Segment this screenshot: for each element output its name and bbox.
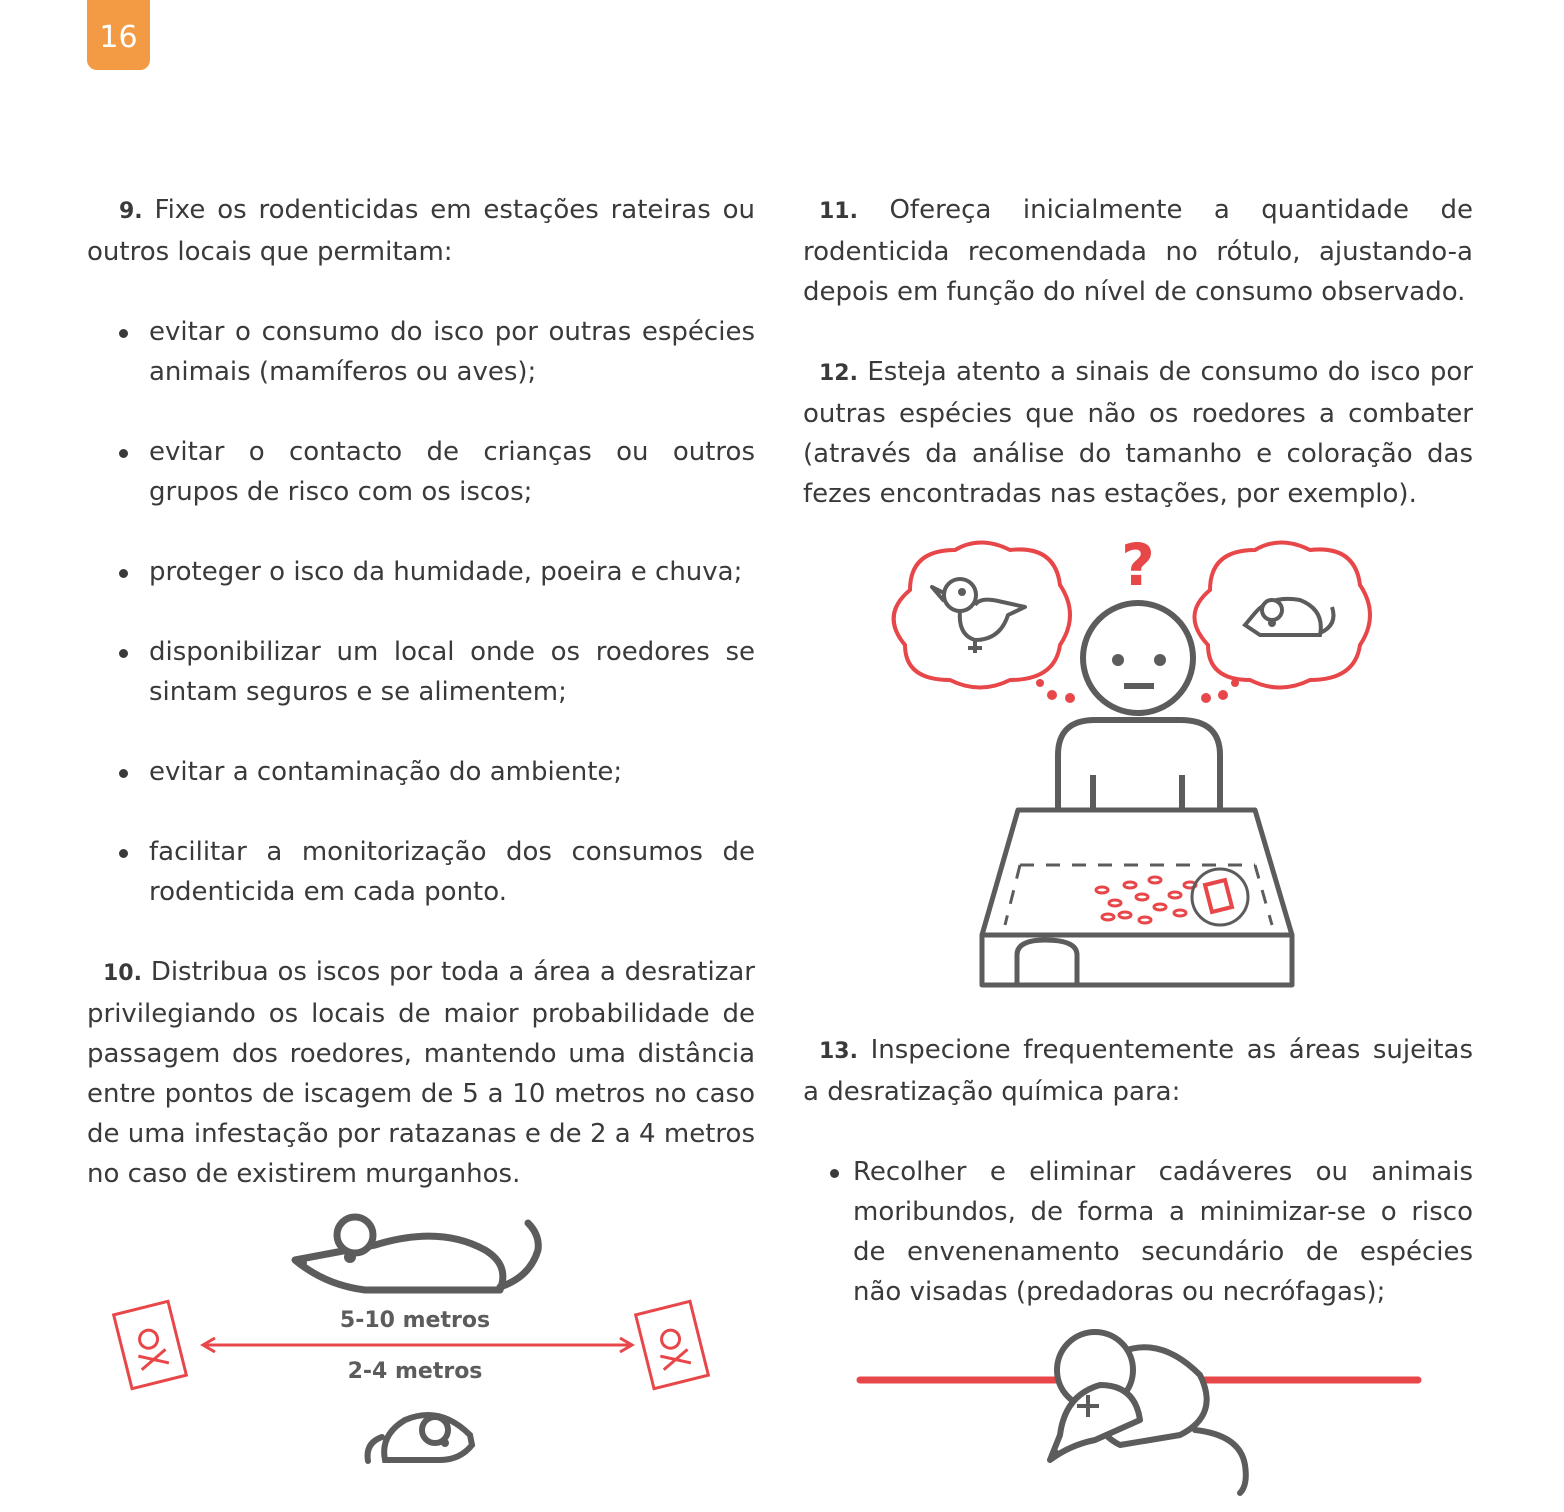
bullet-item: evitar o contacto de crianças ou outros grupos de risco com os iscos; <box>87 432 755 512</box>
thought-cloud-bird <box>894 543 1070 688</box>
bullet-item: facilitar a monitorização dos consumos de rodenticida em cada ponto. <box>87 832 755 912</box>
right-column <box>803 190 1473 514</box>
left-column <box>87 190 755 1194</box>
rat-eye <box>344 1251 356 1263</box>
item-13-text: Inspecione frequentemente as áreas sujeitas a desratização química para: <box>803 1035 1474 1107</box>
bird-icon <box>932 579 1025 653</box>
item-13-bullet-list <box>803 1152 1473 1312</box>
item-10-number: 10. <box>103 961 142 986</box>
cloud-mouse-icon <box>1245 599 1334 635</box>
bullet-item: disponibilizar um local onde os roedores se sintam seguros e se alimentem; <box>87 632 755 712</box>
item-9-text: Fixe os rodenticidas em estações rateiras ou outros locais que permitam: <box>87 195 755 267</box>
right-column-lower <box>803 1030 1473 1312</box>
item-11-text: Ofereça inicialmente a quantidade de rodenticida recomendada no rótulo, ajustando-a depois em função do nível de consumo observado. <box>803 195 1474 307</box>
mouse-icon <box>368 1415 472 1461</box>
bullet-item: proteger o isco da humidade, poeira e chuva; <box>87 552 755 592</box>
item-11-number: 11. <box>819 199 858 224</box>
item-12-number: 12. <box>819 361 858 386</box>
dead-mouse-nose <box>1051 1449 1059 1457</box>
bullet-item: Recolher e eliminar cadáveres ou animais moribundos, de forma a minimizar-se o risco de envenenamento secundário de espécies não visadas (predadoras ou necrófagas); <box>803 1152 1473 1312</box>
cloud-mouse-eye <box>1268 619 1276 627</box>
question-mark: ? <box>1121 535 1155 599</box>
poison-card-right-icon <box>636 1301 709 1388</box>
person-icon <box>1058 603 1220 815</box>
bird-eye <box>958 588 966 596</box>
item-13-number: 13. <box>819 1039 858 1064</box>
rat-distance-label: 5-10 metros <box>339 1308 491 1333</box>
item-10-text: Distribua os iscos por toda a área a desratizar privilegiando os locais de maior probabilidade de passagem dos roedores, mantendo uma distância entre pontos de iscagem de 5 a 10 metros no caso de uma infestação por ratazanas e de 2 a 4 metros no caso de existirem murganhos. <box>87 957 755 1189</box>
page-number: 16 <box>99 19 138 55</box>
item-10 <box>87 952 755 1194</box>
thought-dots <box>1036 679 1239 703</box>
distance-arrow <box>203 1338 632 1352</box>
item-9 <box>87 190 755 272</box>
item-11 <box>803 190 1473 312</box>
item-9-number: 9. <box>119 199 143 224</box>
mouse-distance-label: 2-4 metros <box>347 1359 483 1384</box>
item-12 <box>803 352 1473 514</box>
item-13 <box>803 1030 1473 1112</box>
dead-mouse-icon <box>1050 1332 1246 1493</box>
item-9-bullet-list <box>87 312 755 912</box>
bait-distance-illustration <box>110 1205 730 1475</box>
dead-mouse-illustration <box>850 1325 1430 1505</box>
item-12-text: Esteja atento a sinais de consumo do isco por outras espécies que não os roedores a combater (através da análise do tamanho e coloração das fezes encontradas nas estações, por exemplo). <box>803 357 1473 509</box>
rat-icon <box>295 1217 538 1290</box>
page-number-badge <box>87 0 150 70</box>
rat-nose <box>297 1258 307 1268</box>
poison-card-left-icon <box>114 1301 187 1388</box>
mouse-eye <box>441 1439 449 1447</box>
person-face <box>1112 654 1166 689</box>
bait-station-illustration <box>880 535 1390 995</box>
bullet-item: evitar a contaminação do ambiente; <box>87 752 755 792</box>
bullet-item: evitar o consumo do isco por outras espécies animais (mamíferos ou aves); <box>87 312 755 392</box>
